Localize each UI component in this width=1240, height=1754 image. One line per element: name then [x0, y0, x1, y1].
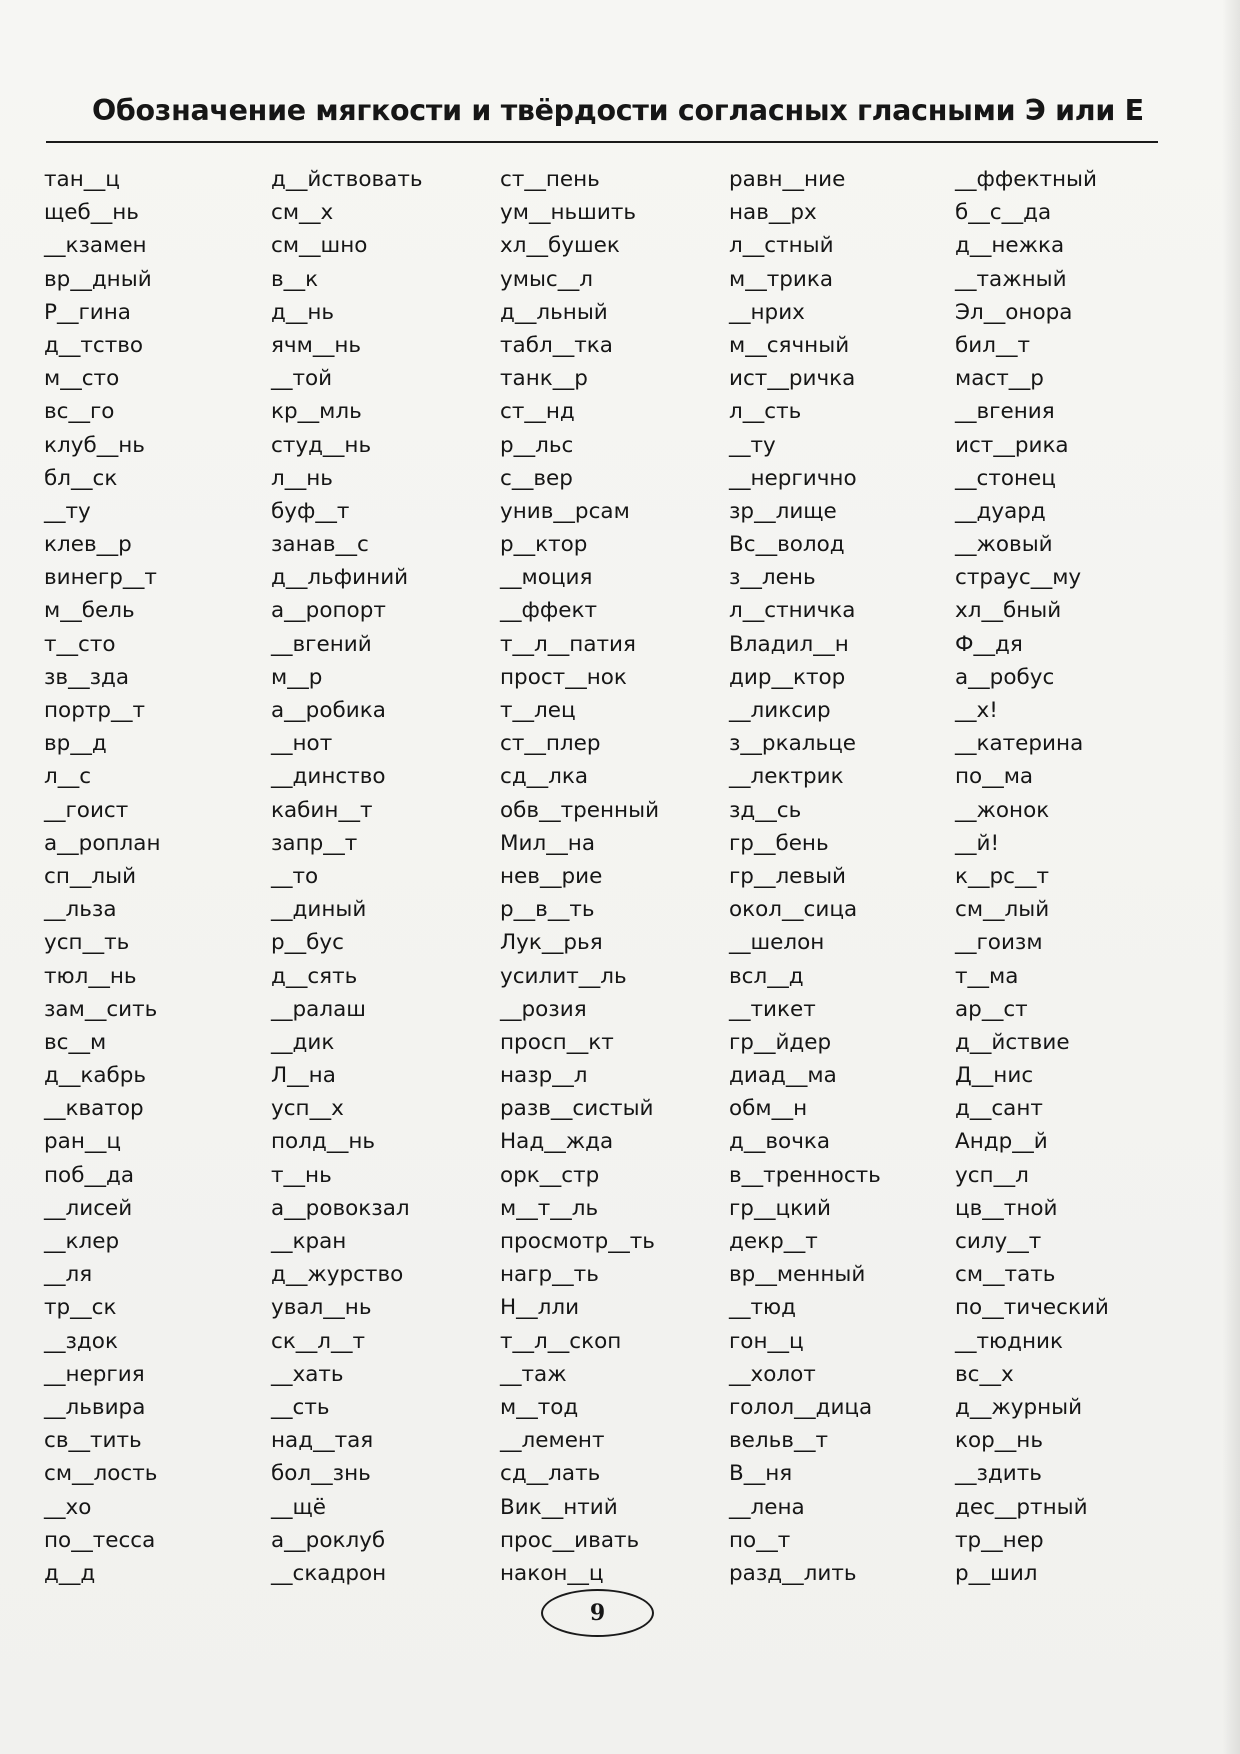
exercise-word: д__сант: [955, 1096, 1043, 1122]
exercise-word: м__трика: [729, 266, 834, 292]
exercise-word: вр__д: [44, 731, 107, 757]
exercise-word: силу__т: [955, 1229, 1042, 1254]
exercise-word: м__т__ль: [500, 1195, 599, 1221]
exercise-word: __тикет: [729, 996, 816, 1022]
exercise-word: сд__лка: [500, 764, 589, 790]
exercise-word: ум__ньшить: [500, 200, 637, 226]
exercise-word: Эл__онора: [955, 299, 1073, 325]
exercise-word: с__вер: [500, 465, 573, 491]
exercise-word: м__тод: [500, 1394, 579, 1420]
exercise-word: прос__ивать: [500, 1527, 640, 1553]
exercise-word: декр__т: [729, 1229, 818, 1254]
exercise-word: прост__нок: [500, 664, 627, 690]
exercise-word: ячм__нь: [271, 332, 362, 358]
exercise-word: Андр__й: [955, 1129, 1048, 1155]
exercise-word: клуб__нь: [44, 432, 145, 458]
exercise-word: ист__ричка: [729, 366, 856, 392]
exercise-word: __шелон: [729, 930, 825, 956]
exercise-word: __кзамен: [44, 233, 147, 259]
exercise-word: __львира: [44, 1394, 146, 1420]
exercise-word: нев__рие: [500, 863, 603, 889]
exercise-word: __тюдник: [955, 1328, 1064, 1354]
exercise-word: орк__стр: [500, 1162, 600, 1188]
exercise-word: р__в__ть: [500, 897, 595, 923]
exercise-word: гр__цкий: [729, 1195, 832, 1221]
exercise-word: ар__ст: [955, 996, 1028, 1022]
exercise-word: __сть: [271, 1394, 330, 1420]
exercise-word: назр__л: [500, 1063, 588, 1089]
exercise-word: поб__да: [44, 1162, 135, 1188]
exercise-word: тюл__нь: [44, 963, 137, 989]
page-title: Обозначение мягкости и твёрдости согласных гласными Э или Е: [92, 94, 1144, 127]
exercise-word: __ффект: [500, 598, 598, 624]
exercise-word: д__льфиний: [271, 565, 409, 591]
exercise-word: __хо: [44, 1494, 92, 1520]
exercise-word: ист__рика: [955, 432, 1069, 458]
exercise-word: __х!: [955, 698, 998, 723]
exercise-word: __жонок: [955, 797, 1050, 823]
exercise-word: к__рс__т: [955, 863, 1049, 889]
exercise-word: Л__на: [271, 1063, 336, 1089]
page-edge-shadow: [1222, 0, 1240, 1754]
exercise-word: д__тство: [44, 332, 144, 358]
exercise-word: з__ркальце: [729, 731, 857, 757]
exercise-word: __стонец: [955, 465, 1056, 491]
exercise-word: __катерина: [955, 731, 1084, 757]
exercise-word: по__т: [729, 1527, 791, 1553]
exercise-word: б__с__да: [955, 200, 1052, 226]
exercise-word: унив__рсам: [500, 498, 630, 524]
exercise-word: д__журный: [955, 1394, 1083, 1420]
exercise-word: д__нежка: [955, 233, 1065, 259]
exercise-word: маст__р: [955, 366, 1044, 392]
exercise-word: над__тая: [271, 1428, 374, 1454]
exercise-word: л__стный: [729, 233, 834, 259]
exercise-word: __ликсир: [729, 698, 831, 723]
exercise-word: м__сячный: [729, 332, 850, 358]
exercise-word: вс__м: [44, 1029, 107, 1055]
exercise-word: л__сть: [729, 399, 802, 425]
exercise-word: д__кабрь: [44, 1063, 147, 1089]
exercise-word: голол__дица: [729, 1394, 873, 1420]
exercise-word: __диный: [271, 897, 367, 923]
exercise-word: по__тесса: [44, 1527, 156, 1553]
exercise-word: р__бус: [271, 930, 344, 956]
exercise-word: __ралаш: [271, 996, 366, 1022]
exercise-word: Д__нис: [955, 1063, 1034, 1089]
exercise-word: просмотр__ть: [500, 1229, 655, 1254]
exercise-word: т__л__скоп: [500, 1328, 622, 1354]
exercise-word: студ__нь: [271, 432, 372, 458]
exercise-word: Мил__на: [500, 830, 595, 856]
exercise-word: д__йствие: [955, 1029, 1070, 1055]
exercise-word: л__нь: [271, 465, 333, 491]
exercise-word: __вгения: [955, 399, 1055, 425]
exercise-word: св__тить: [44, 1428, 142, 1454]
exercise-word: __той: [271, 366, 333, 392]
exercise-word: а__робика: [271, 698, 386, 723]
exercise-word: см__тать: [955, 1262, 1056, 1288]
exercise-word: д__льный: [500, 299, 608, 325]
exercise-word: занав__с: [271, 532, 369, 558]
exercise-word: __вгений: [271, 631, 372, 657]
exercise-word: в__к: [271, 266, 319, 292]
exercise-word: обм__н: [729, 1096, 808, 1122]
exercise-word: т__ма: [955, 963, 1019, 989]
exercise-word: __холот: [729, 1361, 816, 1387]
exercise-word: диад__ма: [729, 1063, 837, 1089]
exercise-word: гр__левый: [729, 863, 847, 889]
exercise-word: см__лость: [44, 1461, 158, 1487]
exercise-word: р__шил: [955, 1560, 1038, 1586]
exercise-word: __моция: [500, 565, 593, 591]
exercise-word: щеб__нь: [44, 200, 139, 226]
exercise-word: табл__тка: [500, 332, 613, 358]
word-column-2: [271, 163, 423, 1590]
exercise-word: __ту: [44, 498, 91, 524]
exercise-word: т__лец: [500, 698, 576, 723]
exercise-word: см__лый: [955, 897, 1050, 923]
exercise-word: нагр__ть: [500, 1262, 599, 1288]
word-column-5: [955, 163, 1109, 1590]
exercise-word: __нергично: [729, 465, 857, 491]
exercise-word: буф__т: [271, 498, 350, 524]
exercise-word: запр__т: [271, 830, 358, 856]
exercise-word: танк__р: [500, 366, 588, 392]
exercise-word: __ффектный: [955, 167, 1098, 192]
exercise-word: Вс__волод: [729, 532, 845, 558]
exercise-word: __розия: [500, 996, 587, 1022]
exercise-word: __клер: [44, 1229, 120, 1254]
exercise-word: бл__ск: [44, 465, 118, 491]
exercise-word: ст__нд: [500, 399, 575, 425]
exercise-word: вельв__т: [729, 1428, 829, 1454]
exercise-word: зд__сь: [729, 797, 802, 823]
exercise-word: а__робус: [955, 664, 1055, 690]
exercise-word: __нот: [271, 731, 333, 757]
exercise-word: д__вочка: [729, 1129, 831, 1155]
exercise-word: __льза: [44, 897, 117, 923]
word-column-4: [729, 163, 881, 1590]
exercise-word: тр__нер: [955, 1527, 1044, 1553]
exercise-word: страус__му: [955, 565, 1082, 591]
exercise-word: т__сто: [44, 631, 116, 657]
exercise-word: __скадрон: [271, 1560, 387, 1586]
exercise-word: __хать: [271, 1361, 344, 1387]
exercise-word: __нергия: [44, 1361, 145, 1387]
page-number-oval: [541, 1589, 654, 1637]
exercise-word: кр__мль: [271, 399, 362, 425]
exercise-word: разд__лить: [729, 1560, 857, 1586]
exercise-word: ск__л__т: [271, 1328, 366, 1354]
exercise-word: тр__ск: [44, 1295, 117, 1321]
exercise-word: т__л__патия: [500, 631, 636, 657]
exercise-word: по__ма: [955, 764, 1034, 790]
exercise-word: __ля: [44, 1262, 93, 1288]
exercise-word: см__х: [271, 200, 334, 226]
exercise-word: в__тренность: [729, 1162, 881, 1188]
exercise-word: бил__т: [955, 332, 1030, 358]
exercise-word: ст__пень: [500, 167, 600, 192]
exercise-word: окол__сица: [729, 897, 858, 923]
exercise-word: __лисей: [44, 1195, 133, 1221]
exercise-word: __тажный: [955, 266, 1067, 292]
exercise-word: клев__р: [44, 532, 132, 558]
word-column-1: [44, 163, 161, 1590]
exercise-word: вр__менный: [729, 1262, 866, 1288]
exercise-word: полд__нь: [271, 1129, 376, 1155]
exercise-word: бол__знь: [271, 1461, 371, 1487]
exercise-word: __ту: [729, 432, 776, 458]
exercise-word: __нрих: [729, 299, 805, 325]
exercise-word: вс__х: [955, 1361, 1014, 1387]
exercise-word: након__ц: [500, 1560, 604, 1586]
exercise-word: з__лень: [729, 565, 816, 591]
exercise-word: м__сто: [44, 366, 120, 392]
exercise-word: р__льс: [500, 432, 574, 458]
exercise-word: Лук__рья: [500, 930, 603, 956]
exercise-word: хл__бушек: [500, 233, 620, 259]
exercise-word: __гоизм: [955, 930, 1043, 956]
exercise-word: зв__зда: [44, 664, 130, 690]
exercise-word: __лектрик: [729, 764, 844, 790]
exercise-word: просп__кт: [500, 1029, 614, 1055]
exercise-word: __здить: [955, 1461, 1042, 1487]
exercise-word: зам__сить: [44, 996, 158, 1022]
exercise-word: умыс__л: [500, 266, 593, 292]
exercise-word: д__журство: [271, 1262, 404, 1288]
exercise-word: усп__л: [955, 1162, 1029, 1188]
exercise-word: ран__ц: [44, 1129, 122, 1155]
exercise-word: Вик__нтий: [500, 1494, 618, 1520]
exercise-word: вс__го: [44, 399, 115, 425]
exercise-word: хл__бный: [955, 598, 1062, 624]
exercise-word: __дуард: [955, 498, 1046, 524]
exercise-word: зр__лище: [729, 498, 837, 524]
exercise-word: д__д: [44, 1560, 96, 1586]
exercise-word: гон__ц: [729, 1328, 804, 1354]
exercise-word: д__нь: [271, 299, 335, 325]
exercise-word: м__р: [271, 664, 323, 690]
exercise-word: усп__х: [271, 1096, 344, 1122]
exercise-word: кабин__т: [271, 797, 373, 823]
title-underline: [46, 141, 1158, 143]
exercise-word: нав__рх: [729, 200, 817, 226]
exercise-word: Над__жда: [500, 1129, 614, 1155]
exercise-word: портр__т: [44, 698, 146, 723]
exercise-word: __гоист: [44, 797, 129, 823]
exercise-word: __кран: [271, 1229, 347, 1254]
exercise-word: __таж: [500, 1361, 567, 1387]
exercise-word: сд__лать: [500, 1461, 601, 1487]
exercise-word: __кватор: [44, 1096, 144, 1122]
exercise-word: __здок: [44, 1328, 118, 1354]
exercise-word: разв__систый: [500, 1096, 654, 1122]
exercise-word: л__стничка: [729, 598, 856, 624]
exercise-word: сп__лый: [44, 863, 137, 889]
exercise-word: усилит__ль: [500, 963, 627, 989]
exercise-word: по__тический: [955, 1295, 1109, 1321]
exercise-word: гр__бень: [729, 830, 829, 856]
exercise-word: д__сять: [271, 963, 358, 989]
exercise-word: Ф__дя: [955, 631, 1023, 657]
exercise-word: увал__нь: [271, 1295, 372, 1321]
word-column-3: [500, 163, 659, 1590]
exercise-word: см__шно: [271, 233, 368, 259]
exercise-word: т__нь: [271, 1162, 332, 1188]
exercise-word: __щё: [271, 1494, 326, 1520]
exercise-word: д__йствовать: [271, 167, 423, 192]
exercise-word: тан__ц: [44, 167, 120, 192]
exercise-word: Владил__н: [729, 631, 849, 657]
exercise-word: Н__лли: [500, 1295, 580, 1321]
exercise-word: __тюд: [729, 1295, 796, 1321]
exercise-word: обв__тренный: [500, 797, 660, 823]
exercise-word: __то: [271, 863, 319, 889]
exercise-word: вр__дный: [44, 266, 152, 292]
exercise-word: равн__ние: [729, 167, 846, 192]
page-number: 9: [589, 1600, 606, 1626]
exercise-word: ст__плер: [500, 731, 601, 757]
exercise-word: а__роклуб: [271, 1527, 386, 1553]
exercise-word: гр__йдер: [729, 1029, 832, 1055]
exercise-word: В__ня: [729, 1461, 793, 1487]
exercise-word: усп__ть: [44, 930, 130, 956]
exercise-word: __жовый: [955, 532, 1053, 558]
exercise-word: кор__нь: [955, 1428, 1044, 1454]
exercise-word: а__роплан: [44, 830, 161, 856]
exercise-word: __дик: [271, 1029, 335, 1055]
exercise-word: дес__ртный: [955, 1494, 1088, 1520]
exercise-word: __динство: [271, 764, 386, 790]
exercise-word: __й!: [955, 830, 1000, 856]
exercise-word: __лена: [729, 1494, 805, 1520]
exercise-word: __лемент: [500, 1428, 605, 1454]
exercise-word: л__с: [44, 764, 92, 790]
exercise-word: цв__тной: [955, 1195, 1058, 1221]
exercise-word: всл__д: [729, 963, 804, 989]
exercise-word: а__ровокзал: [271, 1195, 410, 1221]
exercise-word: а__ропорт: [271, 598, 386, 624]
exercise-word: р__ктор: [500, 532, 588, 558]
exercise-word: Р__гина: [44, 299, 131, 325]
exercise-word: дир__ктор: [729, 664, 846, 690]
exercise-word: винегр__т: [44, 565, 157, 591]
exercise-word: м__бель: [44, 598, 135, 624]
